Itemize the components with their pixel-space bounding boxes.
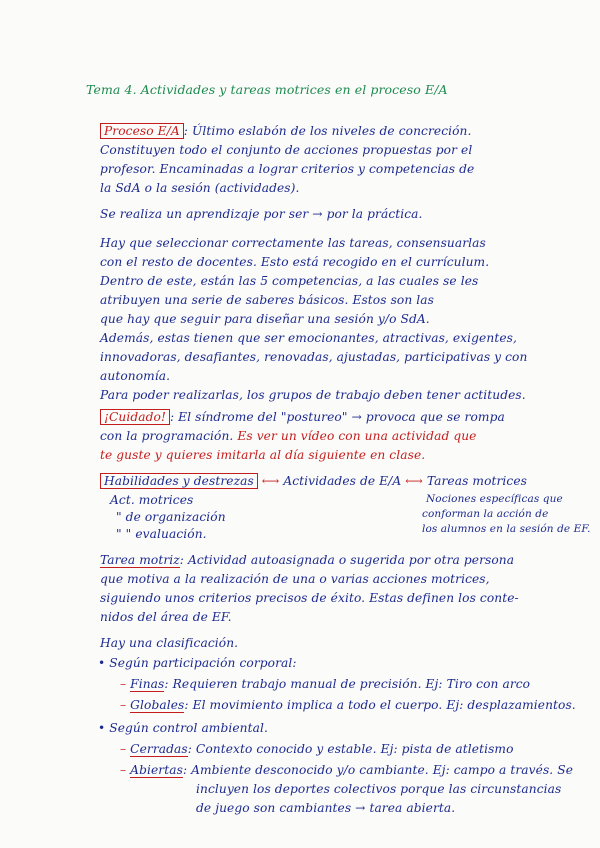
- cuidado-text-2: con la programación.: [100, 429, 234, 443]
- tareas-desc-2: conforman la acción de: [422, 508, 549, 520]
- abiertas-label: Abiertas: [130, 763, 183, 777]
- abiertas-line-1: [120, 763, 573, 777]
- dash-icon: –: [120, 763, 131, 777]
- paragraph-aprendizaje: Se realiza un aprendizaje por ser → por la práctica.: [100, 207, 423, 221]
- tarea-line-2: que motiva a la realización de una o varias acciones motrices,: [100, 572, 490, 586]
- dash-icon: –: [120, 698, 131, 712]
- cerradas-text: : Contexto conocido y estable. Ej: pista de atletismo: [187, 742, 514, 756]
- paragraph-tareas-1: Hay que seleccionar correctamente las tareas, consensuarlas: [100, 236, 486, 250]
- proceso-label: Proceso E/A: [100, 123, 184, 139]
- double-arrow-icon: ⟷: [405, 474, 423, 488]
- seg2-heading: • Según control ambiental.: [98, 721, 268, 735]
- dash-icon: –: [120, 677, 131, 691]
- dash-icon: –: [120, 742, 131, 756]
- tareas-desc-3: los alumnos en la sesión de EF.: [422, 523, 591, 535]
- paragraph-actitudes: Para poder realizarlas, los grupos de trabajo deben tener actitudes.: [100, 388, 526, 402]
- finas-text: : Requieren trabajo manual de precisión. Ej: Tiro con arco: [164, 677, 531, 691]
- globales-line: [120, 698, 576, 712]
- paragraph-ademas-2: innovadoras, desafiantes, renovadas, ajustadas, participativas y con: [100, 350, 528, 364]
- tareas-desc-1: Nociones específicas que: [426, 493, 563, 505]
- tarea-line-3: siguiendo unos criterios precisos de éxito. Estas definen los conte-: [100, 591, 519, 605]
- diagram-row: [100, 474, 527, 488]
- paragraph-tareas-5: que hay que seguir para diseñar una sesión y/o SdA.: [100, 312, 430, 326]
- finas-label: Finas: [130, 677, 165, 691]
- cerradas-line: [120, 742, 514, 756]
- cuidado-warning-1: Es ver un vídeo con una actividad que: [237, 429, 477, 443]
- actividades-label: Actividades de E/A: [283, 474, 402, 488]
- tarea-line-1: [100, 553, 514, 567]
- act-evaluacion: " " evaluación.: [116, 527, 207, 541]
- cuidado-text-1: : El síndrome del "postureo" → provoca que se rompa: [169, 410, 505, 424]
- finas-line: [120, 677, 530, 691]
- paragraph-tareas-4: atribuyen una serie de saberes básicos. Estos son las: [100, 293, 434, 307]
- paragraph-ademas-3: autonomía.: [100, 369, 171, 383]
- act-motrices: Act. motrices: [110, 493, 194, 507]
- cuidado-line-1: [100, 410, 505, 424]
- abiertas-text-1: : Ambiente desconocido y/o cambiante. Ej: campo a través. Se: [182, 763, 574, 777]
- proceso-line-4: la SdA o la sesión (actividades).: [100, 181, 300, 195]
- tarea-label: Tarea motriz: [100, 553, 180, 567]
- clasificacion-heading: Hay una clasificación.: [100, 636, 239, 650]
- globales-text: : El movimiento implica a todo el cuerpo. Ej: desplazamientos.: [184, 698, 576, 712]
- cuidado-warning-2: te guste y quieres imitarla al día siguiente en clase.: [100, 448, 426, 462]
- proceso-line-1: [100, 124, 471, 138]
- abiertas-line-2: incluyen los deportes colectivos porque las circunstancias: [196, 782, 562, 796]
- habilidades-box: Habilidades y destrezas: [100, 473, 258, 489]
- tareas-label: Tareas motrices: [426, 474, 528, 488]
- paragraph-ademas-1: Además, estas tienen que ser emocionantes, atractivas, exigentes,: [100, 331, 517, 345]
- paragraph-tareas-2: con el resto de docentes. Esto está recogido en el currículum.: [100, 255, 490, 269]
- proceso-line-2: Constituyen todo el conjunto de acciones propuestas por el: [100, 143, 473, 157]
- cerradas-label: Cerradas: [130, 742, 188, 756]
- proceso-def-1: : Último eslabón de los niveles de concreción.: [183, 124, 472, 138]
- paragraph-tareas-3: Dentro de este, están las 5 competencias, a las cuales se les: [100, 274, 479, 288]
- act-organizacion: " de organización: [116, 510, 226, 524]
- page-title: Tema 4. Actividades y tareas motrices en el proceso E/A: [86, 82, 448, 97]
- proceso-line-3: profesor. Encaminadas a lograr criterios y competencias de: [100, 162, 475, 176]
- double-arrow-icon: ⟷: [261, 474, 280, 488]
- seg1-heading: • Según participación corporal:: [98, 656, 297, 670]
- cuidado-line-2: [100, 429, 476, 443]
- abiertas-line-3: de juego son cambiantes → tarea abierta.: [196, 801, 456, 815]
- tarea-def-1: : Actividad autoasignada o sugerida por otra persona: [179, 553, 515, 567]
- cuidado-label: ¡Cuidado!: [100, 409, 170, 425]
- globales-label: Globales: [130, 698, 185, 712]
- tarea-line-4: nidos del área de EF.: [100, 610, 232, 624]
